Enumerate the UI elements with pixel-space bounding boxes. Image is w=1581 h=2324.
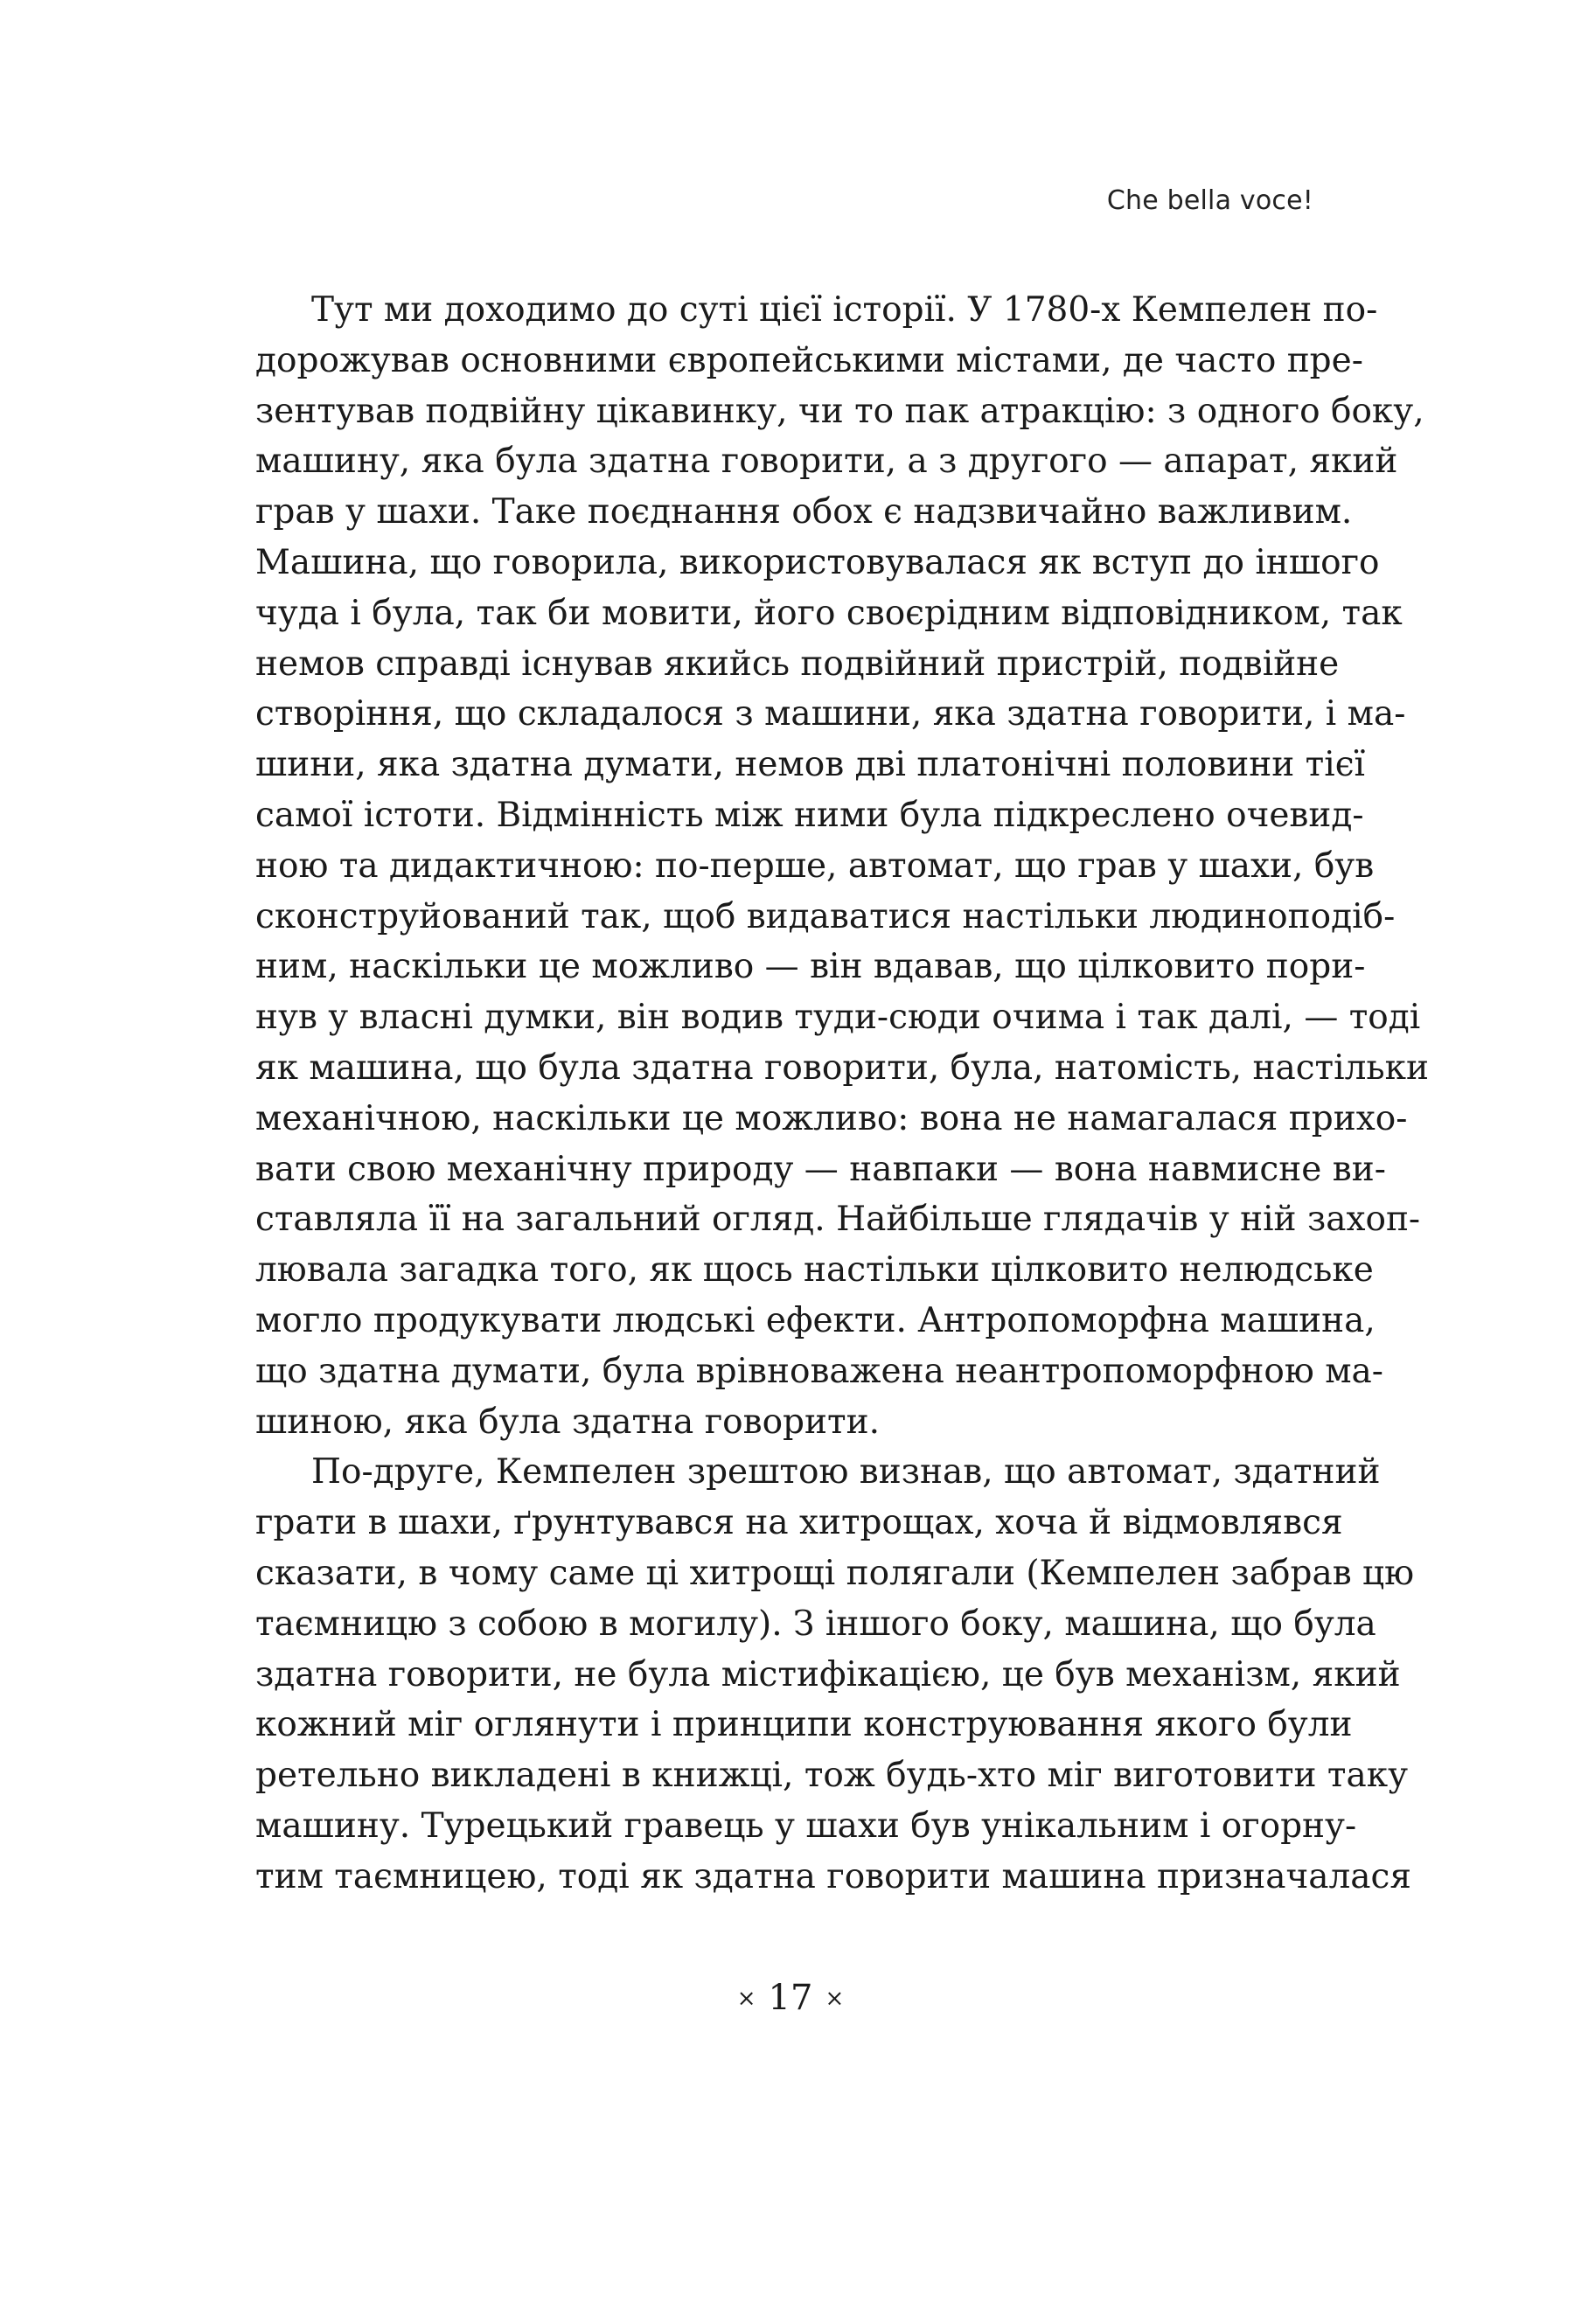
text-line: ставляла її на загальний огляд. Найбільше глядачів у ній захоп- — [255, 1200, 1421, 1240]
text-line: Тут ми доходимо до суті цієї історії. У 1780-х Кемпелен по- — [311, 290, 1378, 330]
text-line: лювала загадка того, як щось настільки цілковито нелюдське — [255, 1250, 1374, 1291]
text-line: вати свою механічну природу — навпаки — вона навмисне ви- — [255, 1149, 1386, 1189]
text-line: ним, наскільки це можливо — він вдавав, що цілковито пори- — [255, 947, 1366, 987]
text-line: чуда і була, так би мовити, його своєрідним відповідником, так — [255, 593, 1403, 633]
paragraph — [255, 1447, 1415, 1902]
body-text — [255, 285, 1429, 1903]
text-line: ретельно викладені в книжці, тож будь-хто міг виготовити таку — [255, 1756, 1409, 1796]
paragraph — [255, 285, 1429, 1447]
text-line: могло продукувати людські ефекти. Антропоморфна машина, — [255, 1300, 1376, 1340]
text-line: самої істоти. Відмінність між ними була підкреслено очевид- — [255, 795, 1364, 835]
text-line: По-друге, Кемпелен зрештою визнав, що автомат, здатний — [311, 1452, 1381, 1493]
text-line: грав у шахи. Таке поєднання обох є надзвичайно важливим. — [255, 492, 1353, 532]
text-line: сконструйований так, щоб видаватися настільки людиноподіб- — [255, 896, 1396, 936]
text-line: механічною, наскільки це можливо: вона не намагалася прихо- — [255, 1098, 1408, 1138]
text-line: створіння, що складалося з машини, яка здатна говорити, і ма- — [255, 694, 1406, 734]
text-line: немов справді існував якийсь подвійний пристрій, подвійне — [255, 644, 1340, 684]
text-line: кожний міг оглянути і принципи конструювання якого були — [255, 1705, 1353, 1745]
text-line: машину. Турецький гравець у шахи був унікальним і огорну- — [255, 1806, 1357, 1846]
text-line: ною та дидактичною: по-перше, автомат, що грав у шахи, був — [255, 845, 1375, 886]
running-head: Che bella voce! — [1106, 185, 1313, 216]
text-line: нув у власні думки, він водив туди-сюди очима і так далі, — тоді — [255, 998, 1421, 1038]
page-number: 17 — [768, 1978, 813, 2018]
text-line: зентував подвійну цікавинку, чи то пак атракцію: з одного боку, — [255, 391, 1424, 431]
text-line: Машина, що говорила, використовувалася як вступ до іншого — [255, 542, 1380, 582]
text-line: здатна говорити, не була містифікацією, це був механізм, який — [255, 1654, 1401, 1694]
text-line: сказати, в чому саме ці хитрощі полягали (Кемпелен забрав цю — [255, 1553, 1415, 1593]
text-line: шиною, яка була здатна говорити. — [255, 1402, 880, 1442]
text-line: тим таємницею, тоді як здатна говорити машина призначалася — [255, 1856, 1412, 1896]
text-line: таємницю з собою в могилу). З іншого боку, машина, що була — [255, 1604, 1376, 1644]
text-line: як машина, що була здатна говорити, була, натомість, настільки — [255, 1047, 1429, 1088]
text-line: шини, яка здатна думати, немов дві платонічні половини тієї — [255, 745, 1366, 785]
text-line: що здатна думати, була врівноважена неантропоморфною ма- — [255, 1351, 1383, 1391]
text-line: грати в шахи, ґрунтувався на хитрощах, хоча й відмовлявся — [255, 1503, 1343, 1543]
text-line: дорожував основними європейськими містами, де часто пре- — [255, 340, 1363, 380]
folio-mark-left: × — [736, 1986, 756, 2012]
page-number-folio — [0, 1978, 1581, 2018]
text-line: машину, яка була здатна говорити, а з другого — апарат, який — [255, 442, 1398, 482]
folio-mark-right: × — [825, 1986, 845, 2012]
